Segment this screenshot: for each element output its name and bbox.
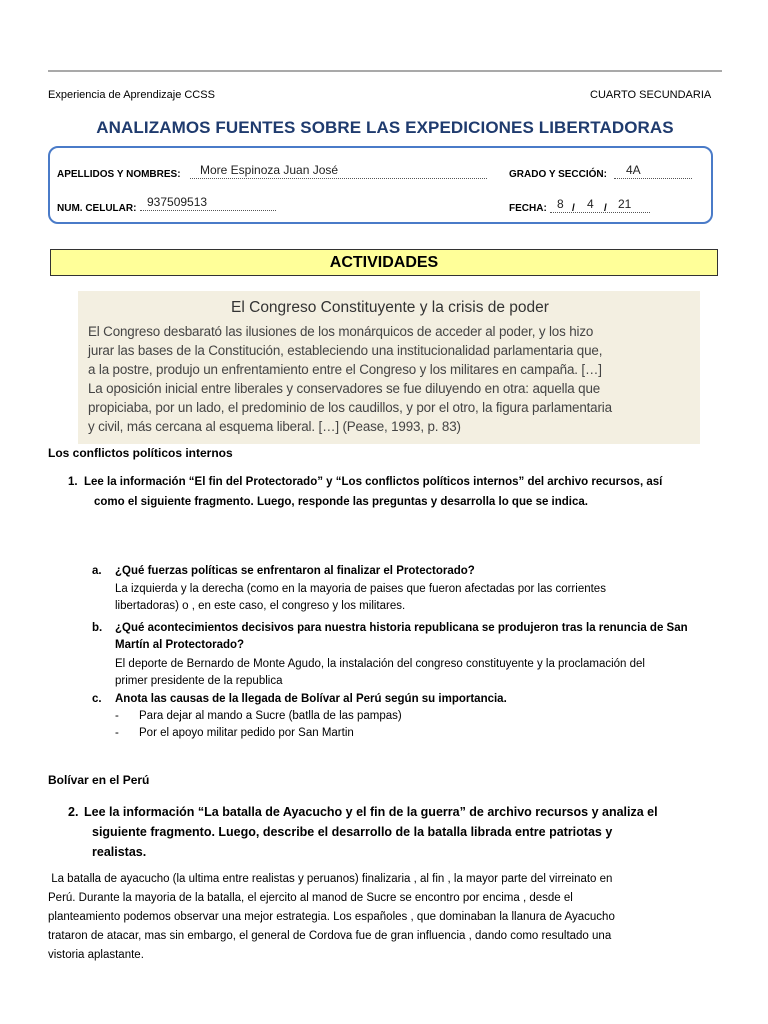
section-heading-conflicts: Los conflictos políticos internos: [48, 446, 233, 460]
date-separator: /: [572, 203, 575, 214]
answer-b[interactable]: El deporte de Bernardo de Monte Agudo, la instalación del congreso constituyente y la proclamación del primer presidente de la republica: [115, 658, 645, 687]
question-2-number: 2.: [68, 805, 79, 819]
subquestion-c-text: Anota las causas de la llegada de Bolívar al Perú según su importancia.: [115, 693, 507, 705]
activities-banner: ACTIVIDADES: [50, 249, 718, 276]
list-item: - Por el apoyo militar pedido por San Martin: [115, 727, 354, 739]
quote-line: a la postre, produjo un enfrentamiento entre el Congreso y los militares en campaña. […]: [88, 362, 602, 377]
name-label: APELLIDOS Y NOMBRES:: [57, 169, 181, 180]
question-1-number: 1.: [68, 476, 78, 488]
quote-line: y civil, más cercana al esquema liberal. […] (Pease, 1993, p. 83): [88, 419, 461, 434]
subquestion-a-text: ¿Qué fuerzas políticas se enfrentaron al finalizar el Protectorado?: [115, 565, 475, 577]
grade-underline: [614, 178, 692, 179]
date-month[interactable]: 4: [587, 197, 594, 211]
quote-body: [88, 322, 694, 436]
grade-section-value[interactable]: 4A: [626, 163, 641, 177]
answer-a[interactable]: La izquierda y la derecha (como en la mayoria de paises que fueron afectadas por las corrientes libertadoras) o , en este caso, el congreso y los militares.: [115, 583, 606, 612]
date-label: FECHA:: [509, 203, 547, 214]
answer-2-essay[interactable]: La batalla de ayacucho (la ultima entre realistas y peruanos) finalizaria , al fin , la mayor parte del virreinato en Perú. Durante la mayoria de la batalla, el ejercito al manod de Sucre se encontro por encima , desde el planteamiento podemos observar una mejor estrategia. Los españoles , que dominaban la llanura de Ayacucho trataron de atacar, mas sin embargo, el general de Cordova fue de gran influencia , dando como resultado una vistoria aplastante.: [48, 873, 615, 961]
question-1-text: Lee la información “El fin del Protectorado” y “Los conflictos políticos internos” del archivo recursos, así como el siguiente fragmento. Luego, responde las preguntas y desarrolla lo que se indica.: [84, 476, 663, 508]
subquestion-c-mark: c.: [92, 693, 102, 705]
date-year[interactable]: 21: [618, 197, 632, 211]
phone-value[interactable]: 937509513: [147, 195, 208, 209]
name-value[interactable]: More Espinoza Juan José: [200, 163, 339, 177]
date-underline: [550, 212, 650, 213]
answer-c-list[interactable]: [115, 708, 402, 742]
quote-line: La oposición inicial entre liberales y conservadores se fue diluyendo en otra: aquella que: [88, 381, 601, 396]
name-underline: [190, 178, 487, 179]
quote-line: El Congreso desbarató las ilusiones de los monárquicos de acceder al poder, y los hizo: [88, 324, 594, 339]
phone-underline: [140, 210, 276, 211]
subquestion-b-mark: b.: [92, 622, 103, 634]
list-item: - Para dejar al mando a Sucre (batlla de las pampas): [115, 710, 402, 722]
section-heading-bolivar: Bolívar en el Perú: [48, 773, 150, 787]
page-title: ANALIZAMOS FUENTES SOBRE LAS EXPEDICIONES LIBERTADORAS: [96, 118, 674, 137]
quote-line: propiciaba, por un lado, el predominio de los caudillos, y por el otro, la figura parlamentaria: [88, 400, 612, 415]
subquestion-a-mark: a.: [92, 565, 102, 577]
date-separator: /: [604, 203, 607, 214]
question-2-text: Lee la información “La batalla de Ayacucho y el fin de la guerra” de archivo recursos y analiza el siguiente fragmento. Luego, describe el desarrollo de la batalla librada entre patriotas y realistas.: [84, 805, 658, 859]
subquestion-b-text: ¿Qué acontecimientos decisivos para nuestra historia republicana se produjeron tras la renuncia de San Martín al Protectorado?: [115, 622, 688, 651]
grade-section-label: GRADO Y SECCIÓN:: [509, 169, 607, 180]
top-divider: [48, 70, 722, 72]
grade-level-label: CUARTO SECUNDARIA: [590, 89, 712, 101]
quote-title: El Congreso Constituyente y la crisis de poder: [231, 299, 549, 316]
date-day[interactable]: 8: [557, 197, 564, 211]
phone-label: NUM. CELULAR:: [57, 203, 137, 214]
quote-line: jurar las bases de la Constitución, estableciendo una institucionalidad parlamentaria que,: [88, 343, 603, 358]
course-label: Experiencia de Aprendizaje CCSS: [48, 89, 215, 101]
